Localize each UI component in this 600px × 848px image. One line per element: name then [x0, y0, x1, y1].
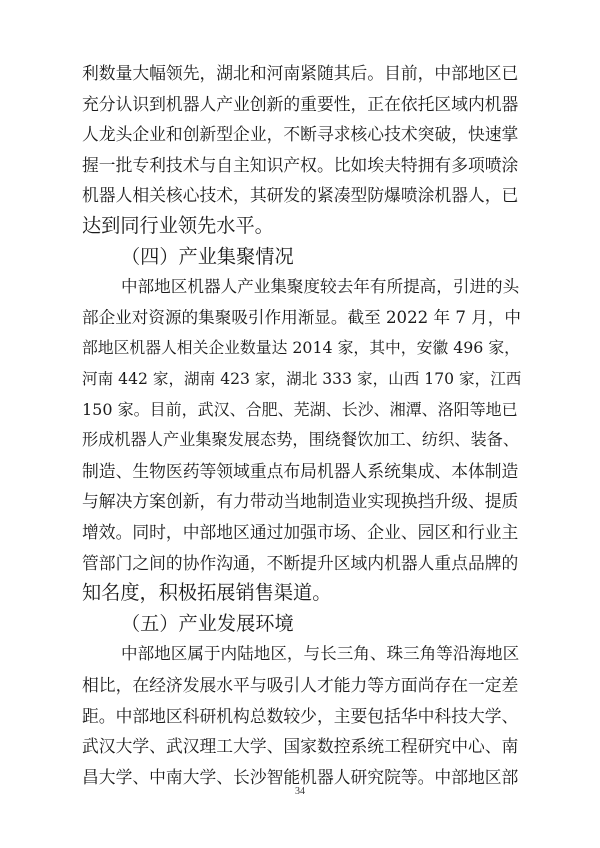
body-text-line: 增效。同时，中部地区通过加强市场、企业、园区和行业主: [82, 522, 519, 542]
body-text-line: 中部地区属于内陆地区，与长三角、珠三角等沿海地区: [121, 644, 520, 664]
body-text-line: 昌大学、中南大学、长沙智能机器人研究院等。中部地区部: [82, 766, 519, 787]
body-text-line: 中部地区机器人产业集聚度较去年有所提高，引进的头: [121, 277, 520, 297]
body-text-line: 相比，在经济发展水平与吸引人才能力等方面尚存在一定差: [82, 675, 519, 695]
body-text-line: 距。中部地区科研机构总数较少，主要包括华中科技大学、: [82, 705, 519, 726]
body-text-line: 知名度，积极拓展销售渠道。: [82, 581, 332, 605]
body-text-line: 充分认识到机器人产业创新的重要性，正在依托区域内机器: [82, 93, 519, 114]
body-text-line: 管部门之间的协作沟通，不断提升区域内机器人重点品牌的: [82, 552, 519, 573]
body-text-line: 武汉大学、武汉理工大学、国家数控系统工程研究中心、南: [82, 736, 519, 757]
body-text-line: 制造、生物医药等领域重点布局机器人系统集成、本体制造: [82, 460, 519, 481]
body-text-line: 利数量大幅领先，湖北和河南紧随其后。目前，中部地区已: [82, 63, 519, 83]
body-text-line: 人龙头企业和创新型企业，不断寻求核心技术突破，快速掌: [82, 124, 519, 145]
body-text-line: 与解决方案创新，有力带动当地制造业实现换挡升级、提质: [82, 491, 519, 512]
body-text-line: 河南 442 家，湖南 423 家，湖北 333 家，山西 170 家，江西: [82, 370, 522, 388]
body-text-line: 达到同行业领先水平。: [82, 214, 274, 237]
body-text-line: 150 家。目前，武汉、合肥、芜湖、长沙、湘潭、洛阳等地已: [82, 399, 518, 419]
body-text-line: 部地区机器人相关企业数量达 2014 家，其中，安徽 496 家，: [82, 338, 520, 358]
body-text-line: 机器人相关核心技术，其研发的紧凑型防爆喷涂机器人，已: [82, 185, 519, 206]
section-heading: （五）产业发展环境: [121, 611, 294, 635]
body-text-line: 部企业对资源的集聚吸引作用渐显。截至 2022 年 7 月，中: [82, 307, 521, 327]
page-number: 34: [295, 786, 305, 797]
body-text-line: 握一批专利技术与自主知识产权。比如埃夫特拥有多项喷涂: [82, 154, 519, 175]
section-heading: （四）产业集聚情况: [121, 244, 294, 268]
body-text-line: 形成机器人产业集聚发展态势，围绕餐饮加工、纺织、装备、: [82, 430, 520, 450]
